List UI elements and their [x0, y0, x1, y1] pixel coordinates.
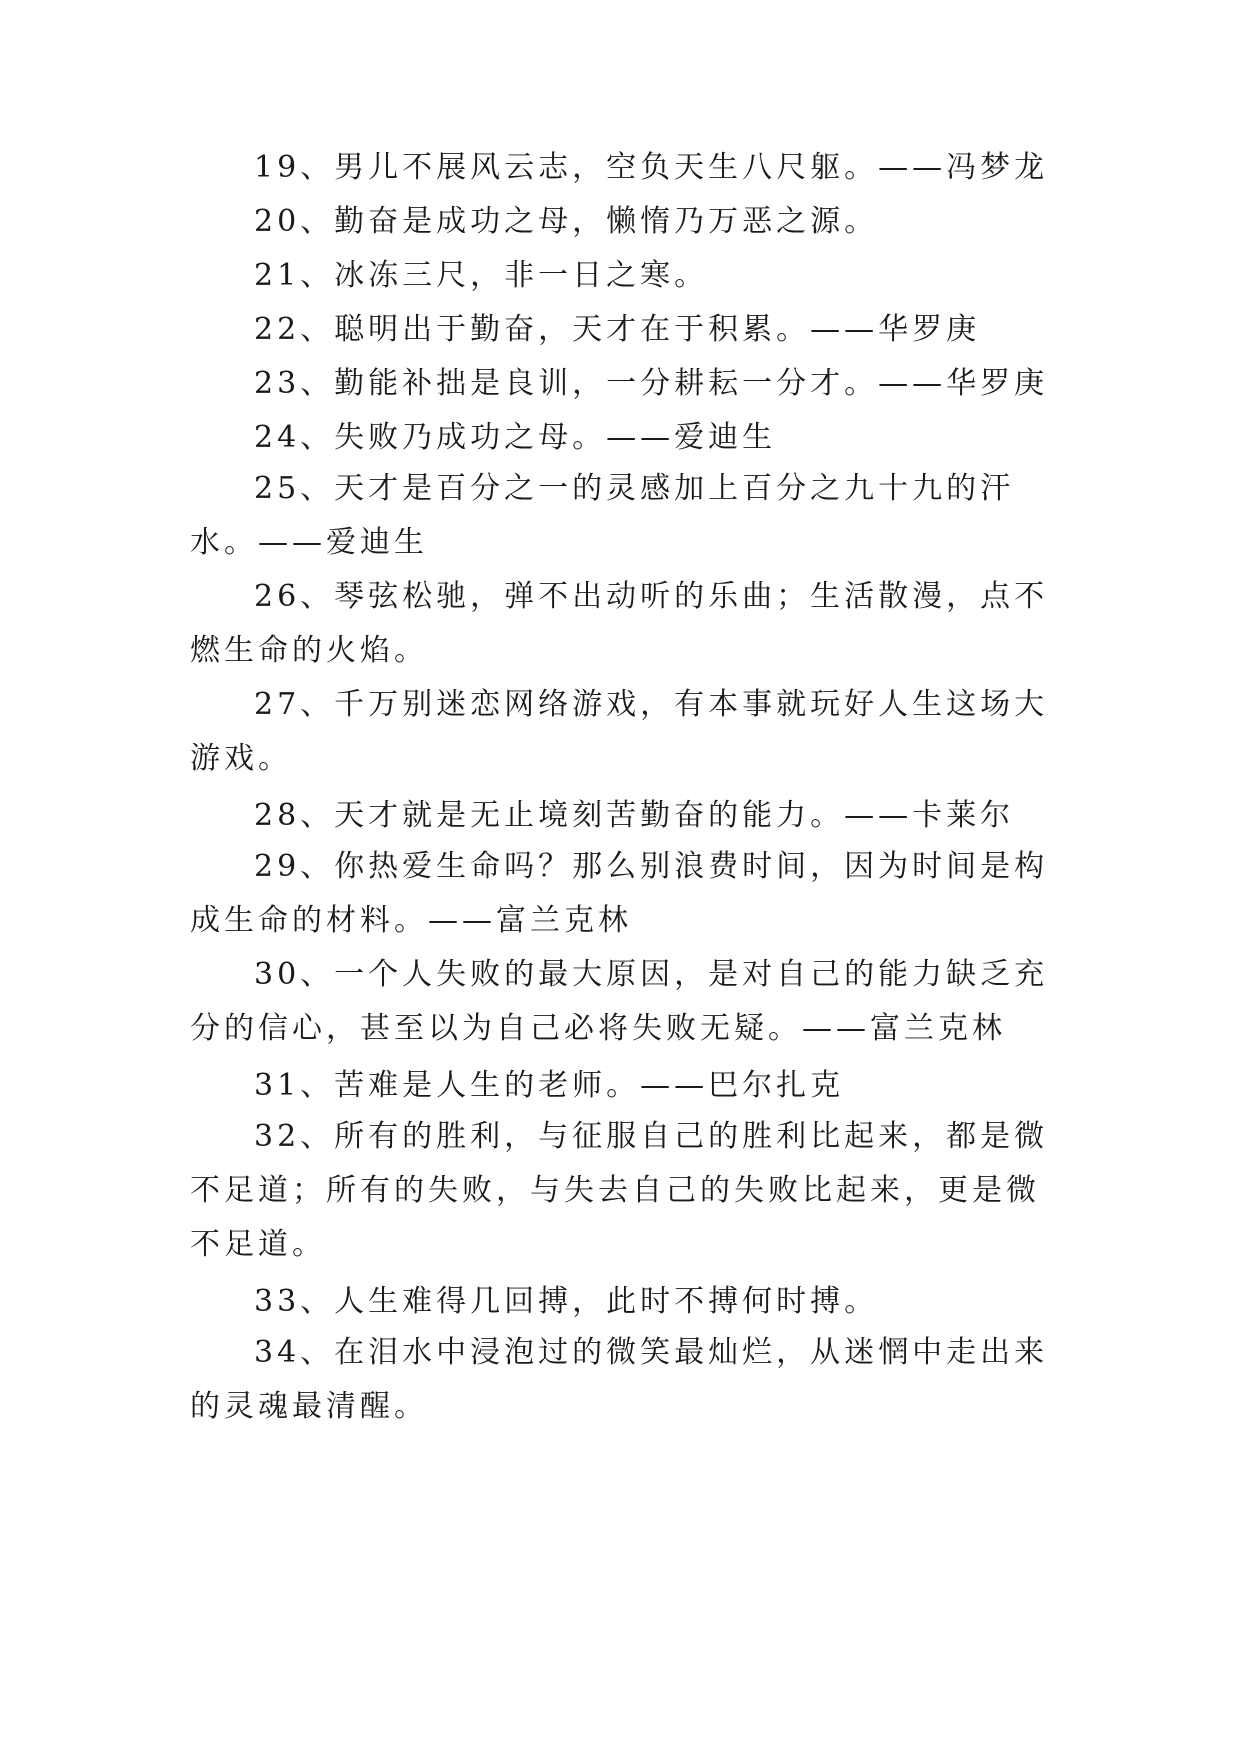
quote-32: 32、所有的胜利，与征服自己的胜利比起来，都是微不足道；所有的失败，与失去自己的失败比起来，更是微不足道。	[190, 1119, 1049, 1262]
quote-21: 21、冰冻三尺，非一日之寒。	[254, 258, 709, 293]
quote-31: 31、苦难是人生的老师。——巴尔扎克	[254, 1068, 845, 1103]
quote-34: 34、在泪水中浸泡过的微笑最灿烂，从迷惘中走出来的灵魂最清醒。	[190, 1335, 1049, 1424]
quote-23: 23、勤能补拙是良训，一分耕耘一分才。——华罗庚	[254, 366, 1049, 401]
quote-24: 24、失败乃成功之母。——爱迪生	[254, 420, 777, 455]
quote-22: 22、聪明出于勤奋，天才在于积累。——华罗庚	[254, 312, 981, 347]
quote-26: 26、琴弦松驰，弹不出动听的乐曲；生活散漫，点不燃生命的火焰。	[190, 579, 1049, 668]
quote-29: 29、你热爱生命吗？那么别浪费时间，因为时间是构成生命的材料。——富兰克林	[190, 849, 1049, 938]
quote-19: 19、男儿不展风云志，空负天生八尺躯。——冯梦龙	[254, 150, 1049, 185]
quote-25: 25、天才是百分之一的灵感加上百分之九十九的汗水。——爱迪生	[190, 471, 1015, 560]
quote-33: 33、人生难得几回搏，此时不搏何时搏。	[254, 1284, 879, 1319]
quote-30: 30、一个人失败的最大原因，是对自己的能力缺乏充分的信心，甚至以为自己必将失败无疑。——富兰克林	[190, 957, 1049, 1046]
quote-27: 27、千万别迷恋网络游戏，有本事就玩好人生这场大游戏。	[190, 687, 1049, 776]
quote-20: 20、勤奋是成功之母，懒惰乃万恶之源。	[254, 204, 879, 239]
quote-28: 28、天才就是无止境刻苦勤奋的能力。——卡莱尔	[254, 798, 1015, 833]
